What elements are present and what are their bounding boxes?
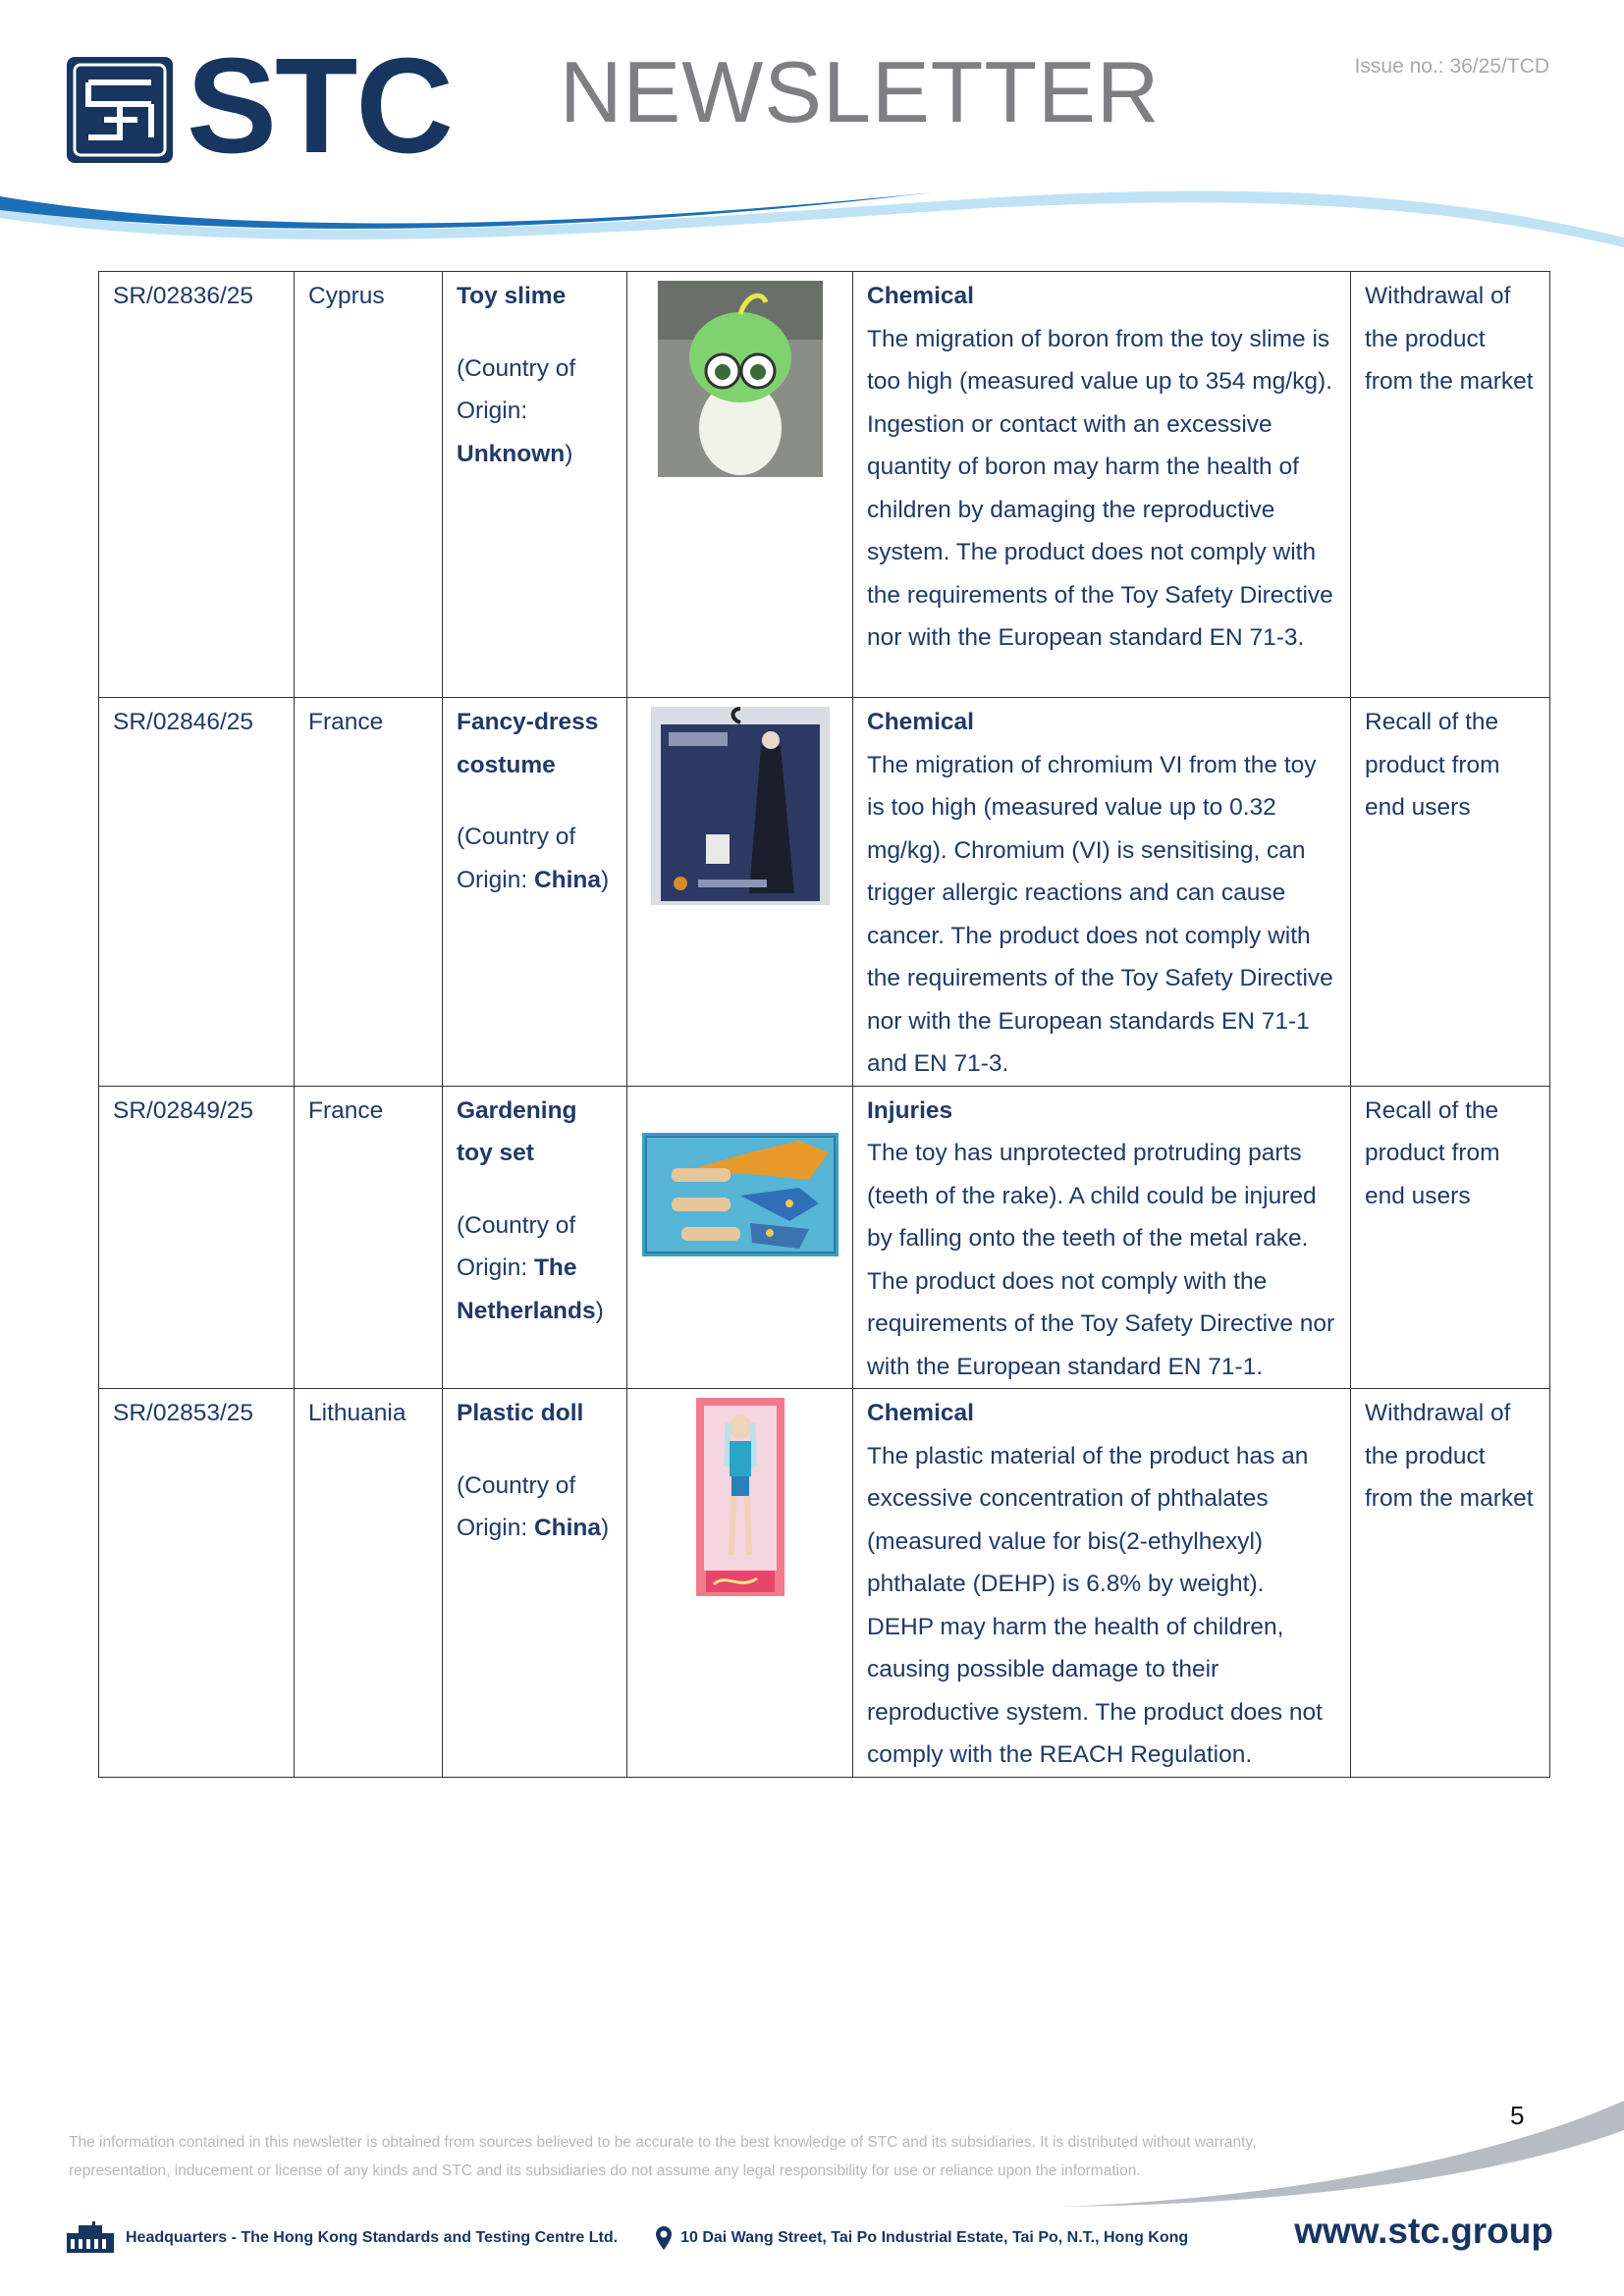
ref-cell: SR/02836/25	[99, 272, 295, 698]
location-pin-icon	[655, 2225, 673, 2251]
product-name: Plastic doll	[457, 1400, 584, 1426]
country-cell: Lithuania	[295, 1389, 443, 1778]
origin-suffix: )	[595, 1297, 604, 1324]
country-cell: France	[295, 698, 443, 1087]
product-cell	[443, 698, 627, 1087]
product-name: Fancy-dress costume	[457, 709, 599, 778]
risk-cell	[853, 698, 1351, 1087]
risk-type: Chemical	[867, 283, 974, 309]
ref-cell: SR/02846/25	[99, 698, 295, 1087]
logo-wordmark: STC	[187, 30, 452, 182]
product-cell	[443, 272, 627, 698]
product-photo-doll	[696, 1398, 785, 1596]
risk-cell	[853, 272, 1351, 698]
product-photo-gardening-set	[642, 1133, 839, 1256]
footer-contact	[65, 2220, 1188, 2256]
image-cell	[627, 1086, 853, 1389]
risk-type: Chemical	[867, 1400, 974, 1426]
issue-number: Issue no.: 36/25/TCD	[1354, 55, 1549, 78]
page-number: 5	[1510, 2101, 1525, 2130]
origin-prefix: (Country of Origin:	[457, 824, 576, 893]
origin-value: China	[533, 866, 602, 893]
measure-cell: Recall of the product from end users	[1351, 698, 1550, 1087]
ref-cell: SR/02849/25	[99, 1086, 295, 1389]
risk-description: The plastic material of the product has an excessive concentration of phthalates (measured value for bis(2-ethylhexyl) phthalate (DEHP) is 6.8% by weight). DEHP may harm the health of children, causing possible damage to their reproductive system. The product does not comply with the REACH Regulation.	[867, 1442, 1323, 1768]
origin-prefix: (Country of Origin:	[457, 1211, 576, 1281]
website-link[interactable]: www.stc.group	[1294, 2211, 1553, 2251]
origin-suffix: )	[601, 866, 610, 893]
product-cell	[443, 1086, 627, 1389]
risk-description: The migration of boron from the toy slime is too high (measured value up to 354 mg/kg). Ingestion or contact with an excessive quantity of boron may harm the health of children by damaging the reproductive system. The product does not comply with the requirements of the Toy Safety Directive nor with the European standard EN 71-3.	[867, 325, 1333, 651]
origin-suffix: )	[565, 440, 573, 467]
origin-value: China	[533, 1515, 602, 1541]
risk-cell	[853, 1086, 1351, 1389]
image-cell	[627, 698, 853, 1087]
measure-cell: Recall of the product from end users	[1351, 1086, 1550, 1389]
table-row	[99, 272, 1550, 698]
disclaimer: The information contained in this newsletter is obtained from sources believed to be accurate to the best knowledge of STC and its subsidiaries. It is distributed without warranty, representation, inducement or license of any kinds and STC and its subsidiaries do not assume any legal responsibility for use or reliance upon the information.	[69, 2134, 1257, 2179]
header-swoosh	[0, 179, 1624, 257]
ref-cell: SR/02853/25	[99, 1389, 295, 1778]
measure-cell: Withdrawal of the product from the market	[1351, 272, 1550, 698]
address-text: 10 Dai Wang Street, Tai Po Industrial Estate, Tai Po, N.T., Hong Kong	[680, 2229, 1189, 2246]
product-name: Gardening toy set	[457, 1096, 577, 1166]
risk-description: The toy has unprotected protruding parts (teeth of the rake). A child could be injured by falling onto the teeth of the metal rake. The product does not comply with the requirements of the Toy Safety Directive nor with the European standard EN 71-1.	[867, 1140, 1335, 1380]
stc-monogram-icon	[67, 57, 173, 163]
table-row	[99, 1389, 1550, 1778]
product-photo-costume	[651, 707, 830, 905]
country-cell: Cyprus	[295, 272, 443, 698]
risk-description: The migration of chromium VI from the toy is too high (measured value up to 0.32 mg/kg). Chromium (VI) is sensitising, can trigger allergic reactions and can cause cancer. The product does not comply with the requirements of the Toy Safety Directive nor with the European standards EN 71-1 and EN 71-3.	[867, 751, 1333, 1077]
image-cell	[627, 272, 853, 698]
table-row	[99, 698, 1550, 1087]
measure-cell: Withdrawal of the product from the market	[1351, 1389, 1550, 1778]
origin-value: Unknown	[457, 440, 566, 467]
product-photo-slime	[658, 281, 823, 477]
product-cell	[443, 1389, 627, 1778]
origin-prefix: (Country of Origin:	[457, 1471, 576, 1541]
table-row	[99, 1086, 1550, 1389]
country-cell: France	[295, 1086, 443, 1389]
risk-cell	[853, 1389, 1351, 1778]
origin-suffix: )	[601, 1515, 610, 1541]
image-cell	[627, 1389, 853, 1778]
risk-type: Injuries	[867, 1096, 953, 1124]
address	[655, 2225, 1188, 2251]
building-icon	[65, 2221, 116, 2255]
origin-value: The Netherlands	[457, 1255, 596, 1324]
origin-prefix: (Country of Origin:	[457, 354, 576, 424]
recall-table	[98, 271, 1550, 1778]
page-title: NEWSLETTER	[560, 43, 1161, 140]
headquarters-label: Headquarters - The Hong Kong Standards and Testing Centre Ltd.	[126, 2229, 619, 2246]
risk-type: Chemical	[867, 709, 974, 735]
product-name: Toy slime	[457, 283, 567, 309]
stc-logo-mark	[67, 57, 173, 163]
